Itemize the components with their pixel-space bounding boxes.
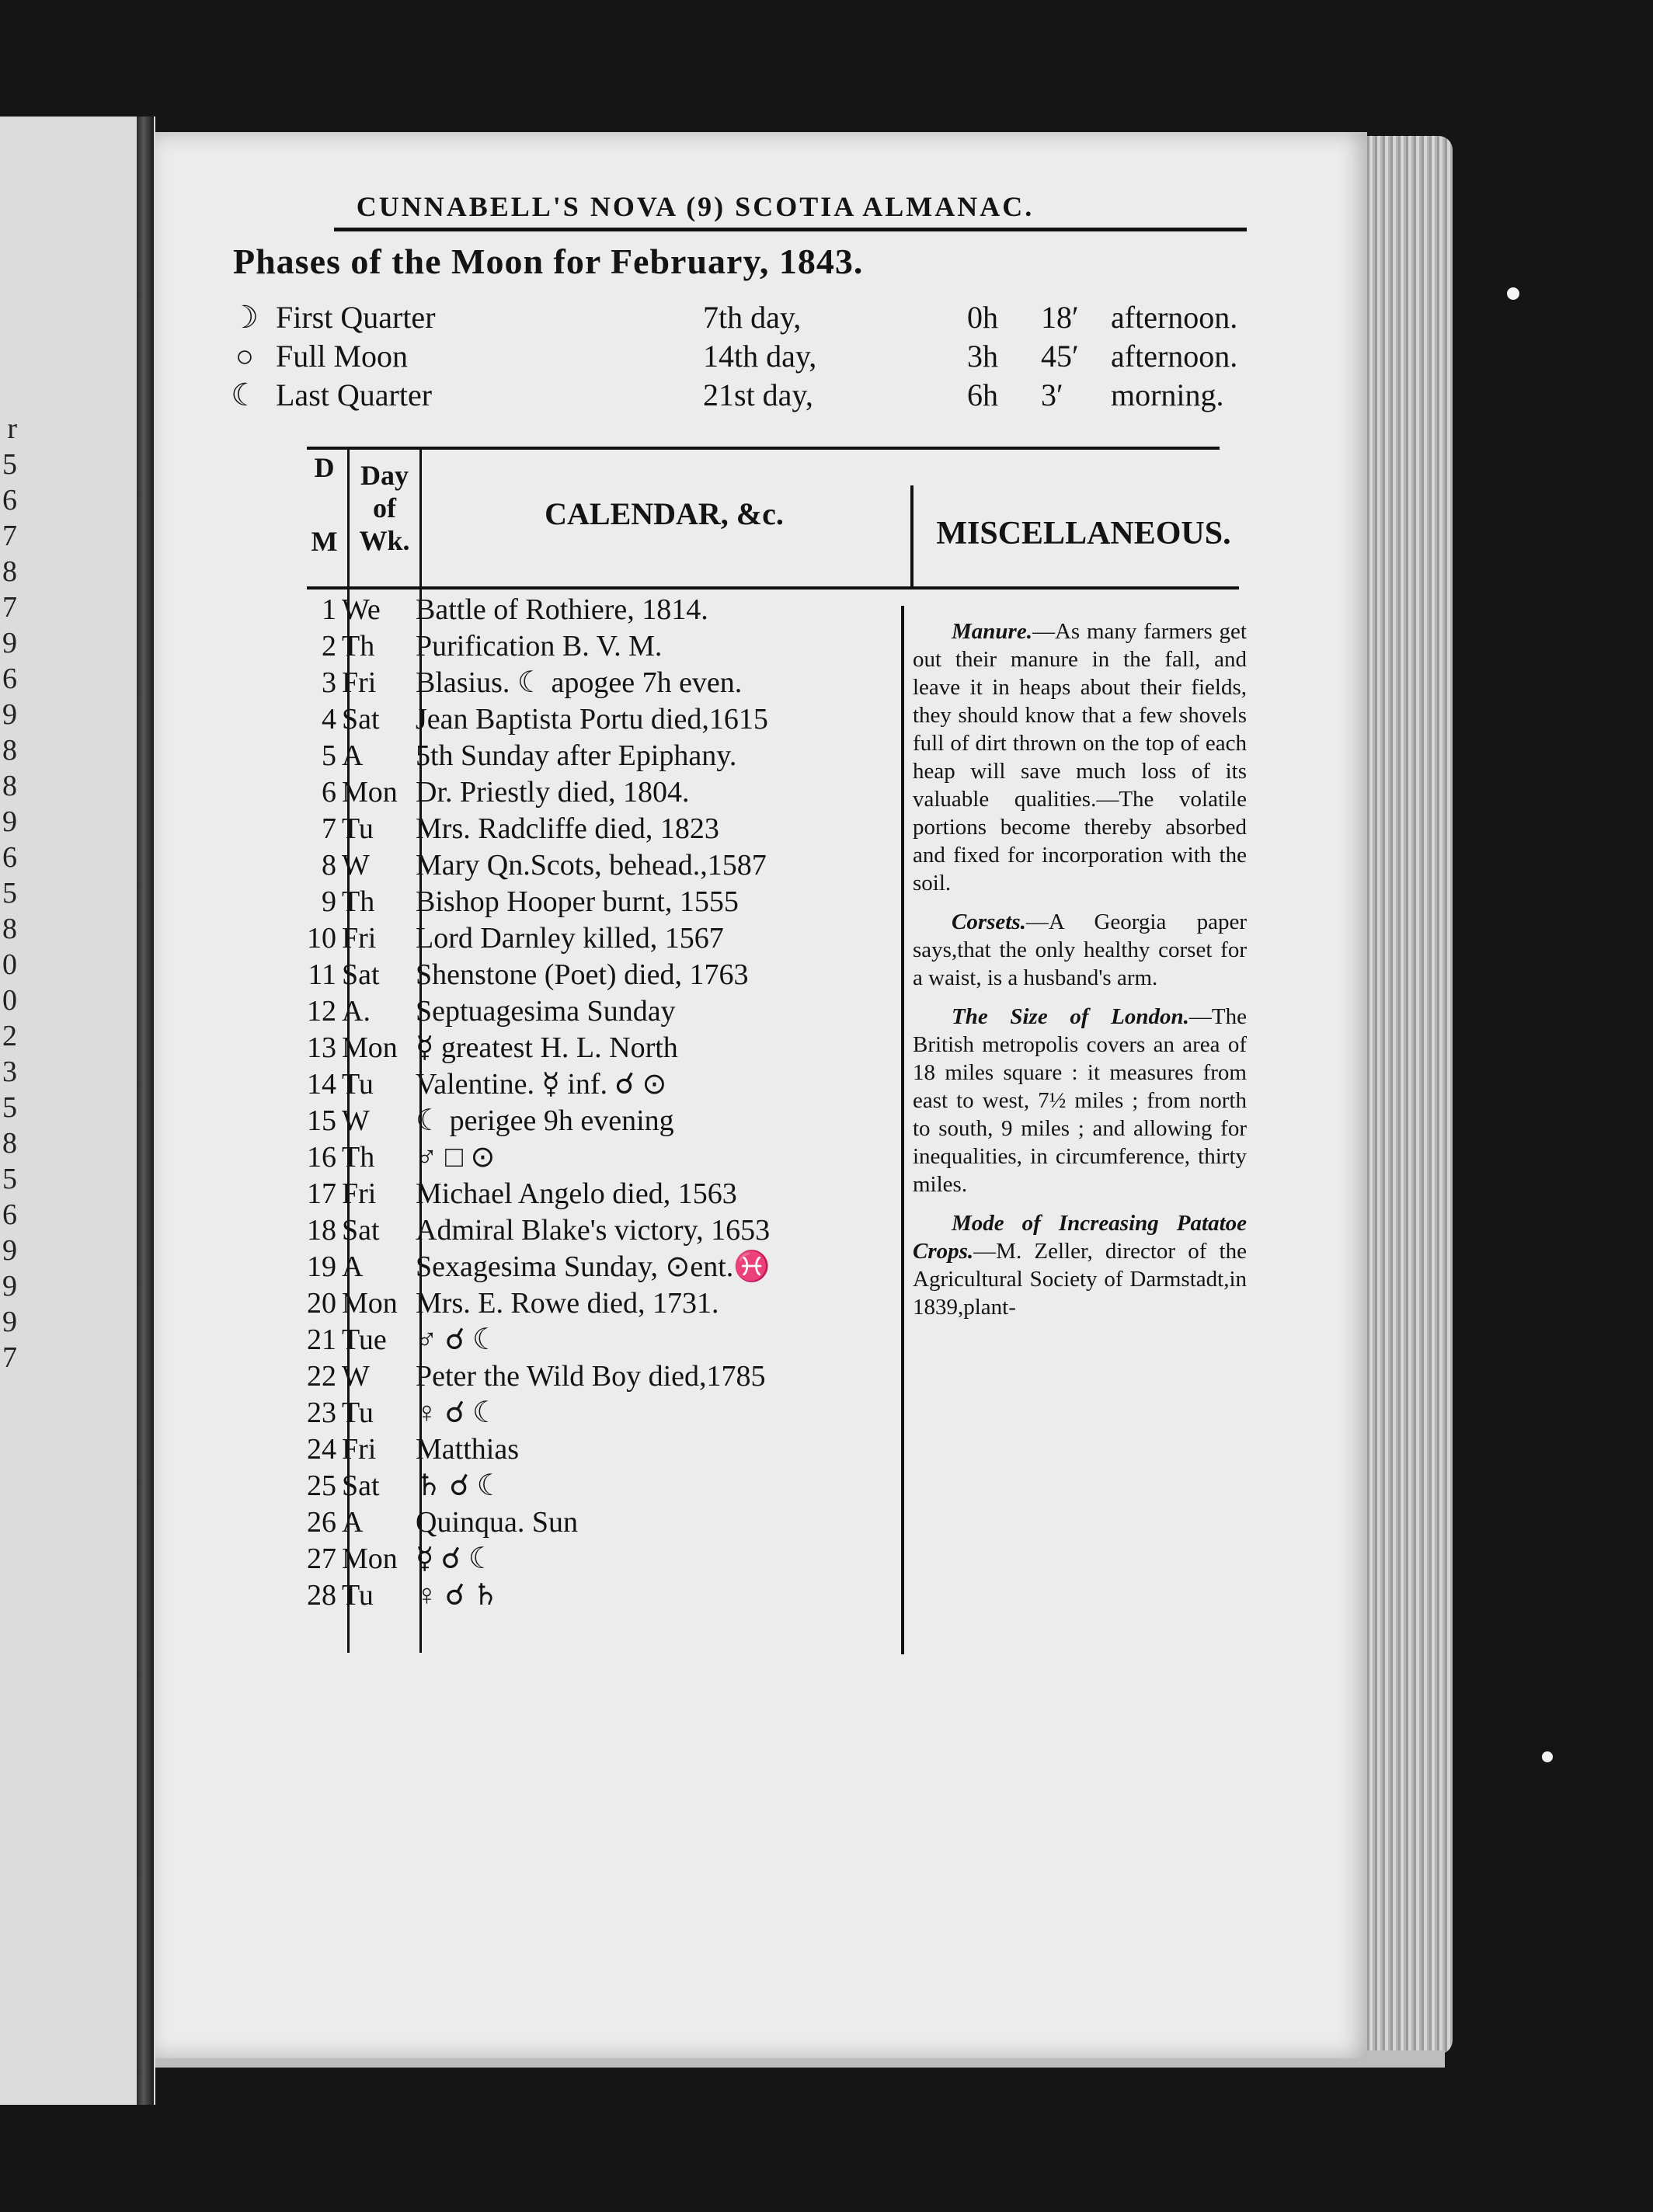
day-of-month: 12 — [307, 995, 336, 1028]
left-margin-digit: 7 — [2, 1341, 17, 1374]
calendar-event: 5th Sunday after Epiphany. — [416, 739, 737, 772]
calendar-event: ♄ ☌ ☾ — [416, 1469, 503, 1502]
miscellaneous-column — [913, 617, 1247, 1332]
calendar-event: Admiral Blake's victory, 1653 — [416, 1214, 771, 1247]
calendar-event: Blasius. ☾ apogee 7h even. — [416, 666, 743, 699]
day-of-week: Sat — [342, 958, 380, 991]
calendar-event: Battle of Rothiere, 1814. — [416, 593, 708, 626]
day-of-month: 11 — [308, 958, 336, 991]
day-of-week: We — [342, 593, 381, 626]
left-margin-digit: 5 — [2, 1091, 17, 1124]
day-of-week: Mon — [342, 1542, 398, 1575]
calendar-row — [299, 847, 905, 884]
calendar-row — [299, 1358, 905, 1395]
day-of-month: 10 — [307, 922, 336, 955]
left-margin-digit: 9 — [2, 1270, 17, 1303]
calendar-row — [299, 738, 905, 774]
day-of-month: 1 — [322, 593, 336, 626]
day-of-month: 3 — [322, 666, 336, 699]
calendar-row — [299, 1577, 905, 1614]
book-spine — [137, 117, 154, 2105]
day-of-month: 14 — [307, 1068, 336, 1101]
left-margin-digit: 6 — [2, 841, 17, 874]
calendar-event: Peter the Wild Boy died,1785 — [416, 1360, 766, 1393]
left-margin-digits — [0, 117, 155, 2105]
col-head-day: Day — [360, 460, 409, 491]
first-quarter-icon: ☽ — [231, 300, 259, 335]
day-of-week: A. — [342, 995, 371, 1028]
phase-period: morning. — [1111, 377, 1224, 412]
left-margin-digit: 0 — [2, 984, 17, 1017]
left-margin-digit: 2 — [2, 1020, 17, 1052]
calendar-event: Michael Angelo died, 1563 — [416, 1177, 737, 1210]
day-of-week: Th — [342, 630, 375, 663]
calendar-row — [299, 1541, 905, 1577]
left-margin-digit: 5 — [2, 1163, 17, 1195]
col-head-wk: Wk. — [359, 525, 410, 556]
full-moon-icon: ○ — [235, 339, 255, 374]
dust-speck — [1507, 287, 1519, 300]
day-of-month: 9 — [322, 885, 336, 918]
left-margin-digit: 6 — [2, 1198, 17, 1231]
phase-minute: 18′ — [1041, 300, 1079, 335]
left-margin-digit: 9 — [2, 805, 17, 838]
day-of-month: 13 — [307, 1031, 336, 1064]
day-of-month: 28 — [307, 1579, 336, 1612]
calendar-row — [299, 920, 905, 957]
calendar-event: ☿ ☌ ☾ — [416, 1542, 495, 1575]
left-margin-digit: 9 — [2, 1234, 17, 1267]
left-margin-digit: 6 — [2, 663, 17, 695]
day-of-month: 16 — [307, 1141, 336, 1174]
calendar-row — [299, 811, 905, 847]
calendar-event: Lord Darnley killed, 1567 — [416, 922, 724, 955]
calendar-row — [299, 957, 905, 993]
header-rule — [334, 228, 1247, 231]
running-header: CUNNABELL'S NOVA (9) SCOTIA ALMANAC. — [356, 191, 1035, 222]
calendar-row — [299, 1395, 905, 1431]
calendar-event: Septuagesima Sunday — [416, 995, 676, 1028]
left-margin-digit: 8 — [2, 913, 17, 945]
misc-paragraph — [913, 1003, 1247, 1198]
day-of-month: 2 — [322, 630, 336, 663]
day-of-week: A — [342, 1506, 364, 1539]
calendar-row — [299, 774, 905, 811]
misc-paragraph-text: —M. Zeller, director of the Agricultural Society of Darmstadt,in 1839,plant- — [913, 1239, 1247, 1320]
misc-paragraph — [913, 617, 1247, 897]
left-margin-digit: 8 — [2, 734, 17, 767]
left-margin-digit: 5 — [2, 448, 17, 481]
phase-period: afternoon. — [1111, 339, 1238, 374]
phase-minute: 45′ — [1041, 339, 1079, 374]
day-of-month: 24 — [307, 1433, 336, 1466]
calendar-event: Shenstone (Poet) died, 1763 — [416, 958, 749, 991]
day-of-week: Th — [342, 885, 375, 918]
calendar-event: Mrs. E. Rowe died, 1731. — [416, 1287, 719, 1320]
calendar-row — [299, 628, 905, 665]
phase-day: 21st day, — [703, 377, 813, 412]
left-margin-digit: 8 — [2, 555, 17, 588]
day-of-week: Fri — [342, 1433, 377, 1466]
calendar-event: Mrs. Radcliffe died, 1823 — [416, 812, 719, 845]
misc-paragraph — [913, 1209, 1247, 1321]
day-of-week: Fri — [342, 922, 377, 955]
table-top-rule — [307, 447, 1220, 450]
misc-paragraph-title: Corsets. — [952, 909, 1026, 934]
last-quarter-icon: ☾ — [231, 377, 259, 412]
left-margin-digit: 9 — [2, 627, 17, 659]
calendar-row — [299, 1176, 905, 1212]
left-margin-digit: 8 — [2, 1127, 17, 1160]
calendar-row — [299, 1103, 905, 1139]
left-margin-digit: 0 — [2, 948, 17, 981]
calendar-row — [299, 993, 905, 1030]
left-margin-digit: 3 — [2, 1056, 17, 1088]
moon-phases-title: Phases of the Moon for February, 1843. — [233, 242, 864, 281]
calendar-event: ☾ perigee 9h evening — [416, 1104, 674, 1137]
left-margin-digit: 8 — [2, 770, 17, 802]
day-of-month: 25 — [307, 1469, 336, 1502]
col-divider-header-misc — [910, 485, 914, 586]
day-of-week: Tu — [342, 1396, 374, 1429]
calendar-event: Bishop Hooper burnt, 1555 — [416, 885, 739, 918]
day-of-week: Sat — [342, 1469, 380, 1502]
day-of-month: 15 — [307, 1104, 336, 1137]
day-of-month: 8 — [322, 849, 336, 882]
day-of-month: 19 — [307, 1250, 336, 1283]
day-of-week: Th — [342, 1141, 375, 1174]
day-of-week: A — [342, 1250, 364, 1283]
calendar-row — [299, 592, 905, 628]
phase-name: Last Quarter — [276, 377, 433, 412]
calendar-event: Valentine. ☿ inf. ☌ ⊙ — [416, 1068, 667, 1101]
col-head-calendar: CALENDAR, &c. — [545, 496, 784, 531]
calendar-event: ♀ ☌ ☾ — [416, 1396, 499, 1429]
left-margin-digit: 7 — [2, 520, 17, 552]
col-head-of: of — [373, 492, 396, 523]
misc-paragraph-title: Manure. — [952, 619, 1032, 644]
calendar-row — [299, 701, 905, 738]
calendar-row — [299, 1322, 905, 1358]
calendar-row — [299, 1285, 905, 1322]
left-margin-digit: 5 — [2, 877, 17, 909]
calendar-row — [299, 884, 905, 920]
phase-day: 14th day, — [703, 339, 817, 374]
day-of-month: 5 — [322, 739, 336, 772]
phase-period: afternoon. — [1111, 300, 1238, 335]
day-of-week: Tu — [342, 1068, 374, 1101]
day-of-month: 20 — [307, 1287, 336, 1320]
misc-paragraph-title: Mode of Increasing Patatoe Crops. — [913, 1211, 1247, 1264]
day-of-month: 18 — [307, 1214, 336, 1247]
day-of-week: W — [342, 849, 370, 882]
calendar-event: Quinqua. Sun — [416, 1506, 578, 1539]
phase-hour: 6h — [967, 377, 998, 412]
left-page-fragment — [0, 117, 155, 2105]
calendar-event: ♂ □ ⊙ — [416, 1141, 496, 1174]
day-of-week: Mon — [342, 1287, 398, 1320]
day-of-week: A — [342, 739, 364, 772]
day-of-week: Mon — [342, 1031, 398, 1064]
day-of-month: 23 — [307, 1396, 336, 1429]
calendar-event: Matthias — [416, 1433, 519, 1466]
left-margin-digit: 9 — [2, 1306, 17, 1338]
phase-hour: 3h — [967, 339, 998, 374]
left-margin-digit: 7 — [2, 591, 17, 624]
calendar-event: ☿ greatest H. L. North — [416, 1031, 678, 1064]
calendar-event: Purification B. V. M. — [416, 630, 663, 663]
misc-paragraph — [913, 908, 1247, 992]
calendar-row — [299, 1066, 905, 1103]
calendar-row — [299, 1431, 905, 1468]
calendar-row — [299, 1212, 905, 1249]
day-of-week: Sat — [342, 1214, 380, 1247]
day-of-week: Sat — [342, 703, 380, 736]
misc-paragraph-text: —As many farmers get out their manure in the fall, and leave it in heaps about their fields, they should know that a few shovels full of dirt thrown on the top of each heap will save much loss of its valuable qualities.—The volatile portions become thereby absorbed and fixed for incorporation with the soil. — [913, 619, 1247, 896]
day-of-week: Tue — [342, 1323, 387, 1356]
calendar-row — [299, 1030, 905, 1066]
phase-minute: 3′ — [1041, 377, 1063, 412]
day-of-week: Fri — [342, 666, 377, 699]
day-of-month: 4 — [322, 703, 336, 736]
col-head-dm-bottom: M — [311, 526, 338, 557]
calendar-event: Mary Qn.Scots, behead.,1587 — [416, 849, 767, 882]
calendar-event: Sexagesima Sunday, ⊙ent.♓ — [416, 1250, 771, 1283]
phase-name: Full Moon — [276, 339, 409, 374]
misc-paragraph-text: —A Georgia paper says,that the only healthy corset for a waist, is a husband's arm. — [913, 909, 1247, 990]
day-of-week: W — [342, 1360, 370, 1393]
col-head-miscellaneous: MISCELLANEOUS. — [936, 516, 1231, 551]
day-of-week: W — [342, 1104, 370, 1137]
day-of-month: 6 — [322, 776, 336, 809]
misc-paragraph-title: The Size of London. — [952, 1004, 1189, 1029]
col-head-dm-top: D — [314, 452, 335, 483]
calendar-row — [299, 665, 905, 701]
day-of-week: Tu — [342, 812, 374, 845]
calendar-event: ♀ ☌ ♄ — [416, 1579, 499, 1612]
day-of-month: 17 — [307, 1177, 336, 1210]
phase-day: 7th day, — [703, 300, 802, 335]
day-of-month: 26 — [307, 1506, 336, 1539]
day-of-week: Mon — [342, 776, 398, 809]
day-of-week: Tu — [342, 1579, 374, 1612]
day-of-month: 7 — [322, 812, 336, 845]
calendar-row — [299, 1249, 905, 1285]
table-header-rule — [307, 586, 1239, 590]
day-of-month: 27 — [307, 1542, 336, 1575]
dust-speck — [1542, 1751, 1553, 1762]
calendar-row — [299, 1468, 905, 1504]
calendar-event: Jean Baptista Portu died,1615 — [416, 703, 768, 736]
calendar-event: ♂ ☌ ☾ — [416, 1323, 499, 1356]
day-of-month: 21 — [307, 1323, 336, 1356]
left-margin-digit: r — [7, 412, 17, 445]
phase-name: First Quarter — [276, 300, 436, 335]
misc-paragraph-text: —The British metropolis covers an area of 18 miles square : it measures from east to west, 7½ miles ; from north to south, 9 miles ; and allowing for inequalities, in circumference, thirty miles. — [913, 1004, 1247, 1197]
calendar-event: Dr. Priestly died, 1804. — [416, 776, 690, 809]
day-of-month: 22 — [307, 1360, 336, 1393]
phase-hour: 0h — [967, 300, 998, 335]
page-edges — [1367, 136, 1453, 2054]
day-of-week: Fri — [342, 1177, 377, 1210]
calendar-row — [299, 1139, 905, 1176]
left-margin-digit: 9 — [2, 698, 17, 731]
left-margin-digit: 6 — [2, 484, 17, 516]
calendar-row — [299, 1504, 905, 1541]
